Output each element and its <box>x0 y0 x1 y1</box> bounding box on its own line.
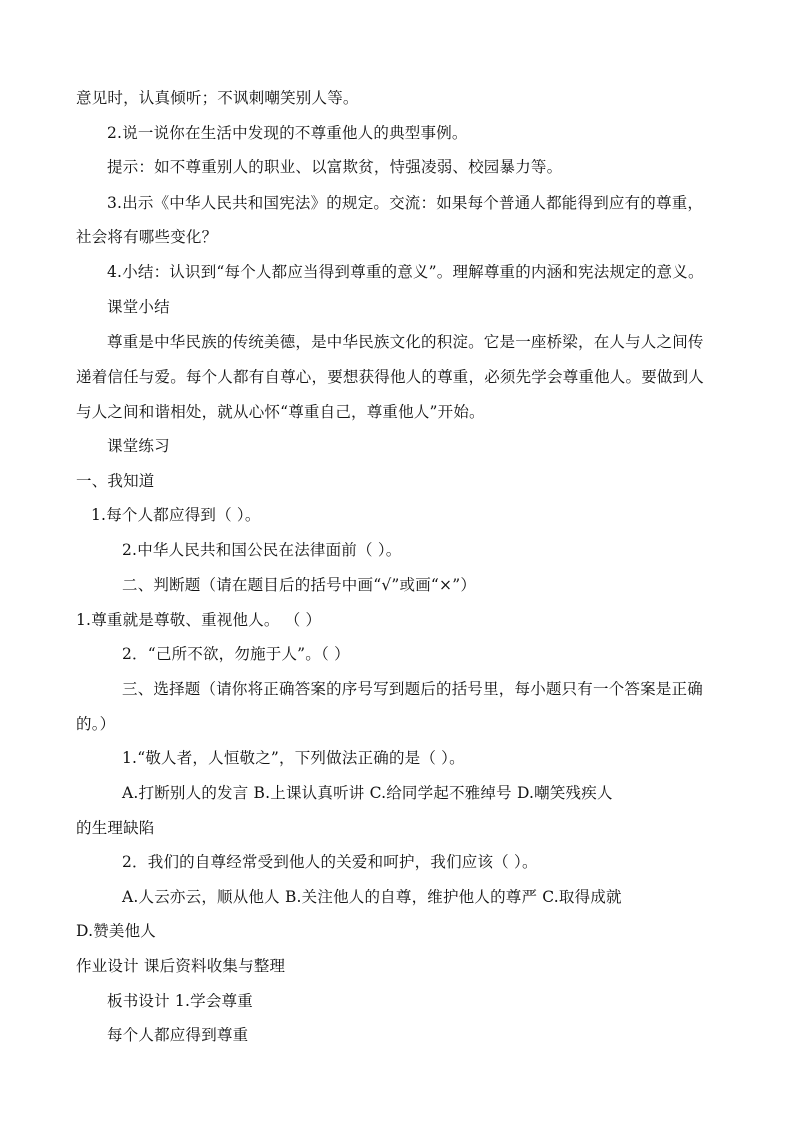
text-line-summary-2: 递着信任与爱。每个人都有自尊心，要想获得他人的尊重，必须先学会尊重他人。要做到人 <box>76 368 705 386</box>
text-line-item-4: 4.小结：认识到“每个人都应当得到尊重的意义”。理解尊重的内涵和宪法规定的意义。 <box>107 263 704 281</box>
question-tf-2: 2．“己所不欲，勿施于人”。（ ） <box>122 645 350 663</box>
board-design-line: 每个人都应得到尊重 <box>107 1026 249 1044</box>
section-board-design: 板书设计 1.学会尊重 <box>107 992 253 1010</box>
section-heading-class-exercise: 课堂练习 <box>107 437 170 455</box>
question-choice-1: 1.“敬人者，人恒敬之”，下列做法正确的是（ ）。 <box>122 749 465 767</box>
question-fill-1: 1.每个人都应得到（ ）。 <box>91 506 261 524</box>
section-heading-true-false: 二、判断题（请在题目后的括号中画“√”或画“×”） <box>122 576 477 594</box>
text-line-item-2: 2.说一说你在生活中发现的不尊重他人的典型事例。 <box>107 124 468 142</box>
text-line-item-3: 3.出示《中华人民共和国宪法》的规定。交流：如果每个普通人都能得到应有的尊重， <box>107 194 704 212</box>
text-line-hint: 提示：如不尊重别人的职业、以富欺贫，恃强凌弱、校园暴力等。 <box>107 158 563 176</box>
section-heading-choice-cont: 的。） <box>76 715 116 733</box>
question-fill-2: 2.中华人民共和国公民在法律面前（ ）。 <box>122 541 402 559</box>
text-line-continuation: 意见时，认真倾听；不讽刺嘲笑别人等。 <box>76 89 359 107</box>
text-line-summary-1: 尊重是中华民族的传统美德，是中华民族文化的积淀。它是一座桥梁，在人与人之间传 <box>107 333 704 351</box>
question-choice-2-options: A.人云亦云，顺从他人 B.关注他人的自尊，维护他人的尊严 C.取得成就 <box>122 888 622 906</box>
question-choice-1-options: A.打断别人的发言 B.上课认真听讲 C.给同学起不雅绰号 D.嘲笑残疾人 <box>122 784 613 802</box>
question-choice-1-options-cont: 的生理缺陷 <box>76 819 155 837</box>
question-tf-1: 1.尊重就是尊敬、重视他人。 （ ） <box>76 611 322 629</box>
text-line-summary-3: 与人之间和谐相处，就从心怀“尊重自己，尊重他人”开始。 <box>76 403 485 421</box>
text-line-item-3-cont: 社会将有哪些变化？ <box>76 228 218 246</box>
question-choice-2: 2．我们的自尊经常受到他人的关爱和呵护，我们应该（ ）。 <box>122 853 538 871</box>
section-homework-design: 作业设计 课后资料收集与整理 <box>76 957 286 975</box>
section-heading-choice: 三、选择题（请你将正确答案的序号写到题后的括号里，每小题只有一个答案是正确 <box>122 680 703 698</box>
section-heading-class-summary: 课堂小结 <box>107 298 170 316</box>
question-choice-2-options-cont: D.赞美他人 <box>76 922 157 940</box>
section-heading-i-know: 一、我知道 <box>76 472 155 490</box>
